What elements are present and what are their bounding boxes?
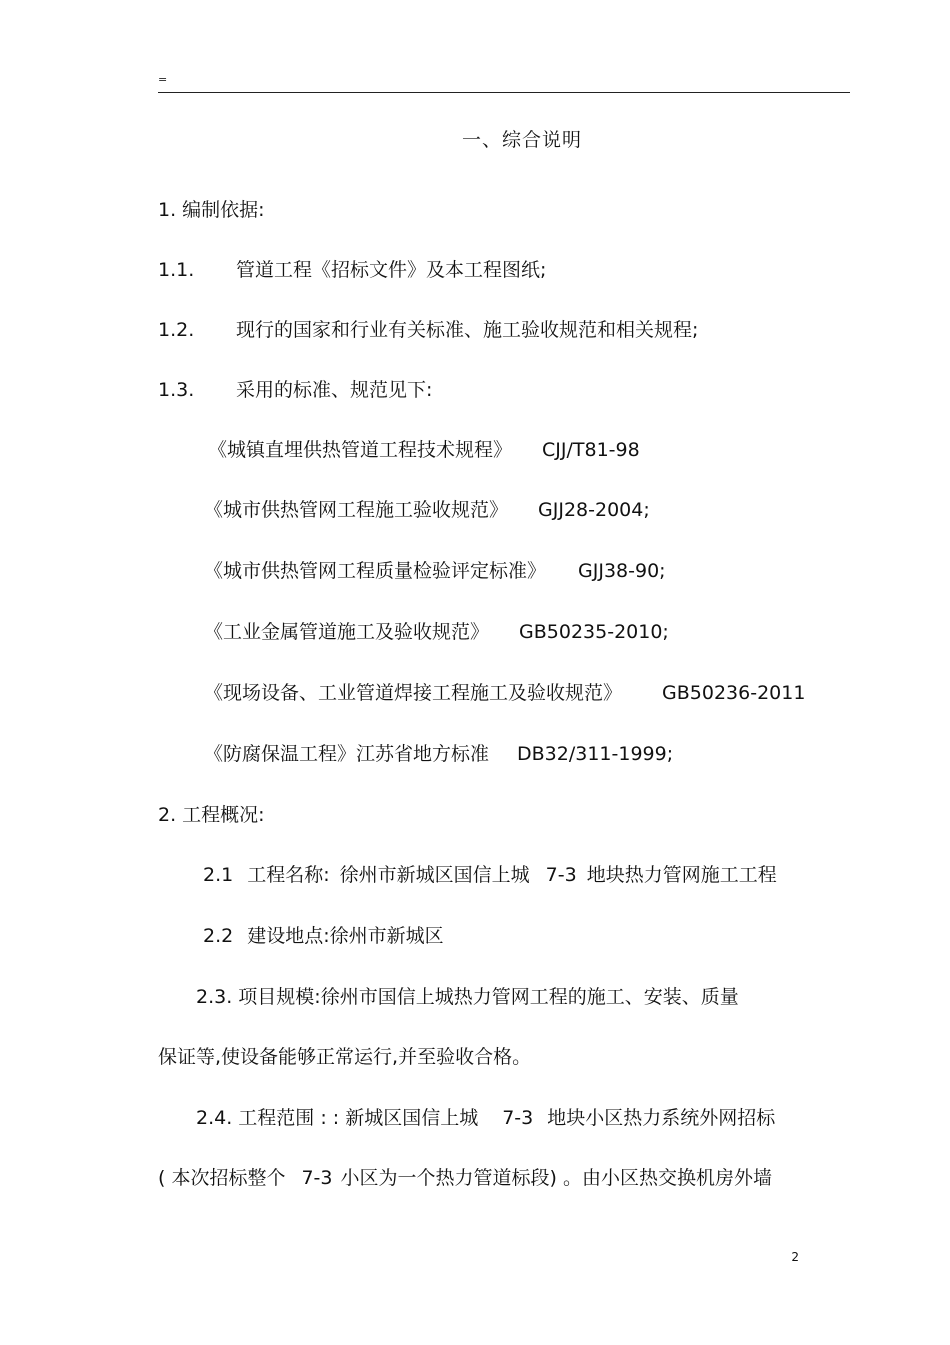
scope-text-rest: 地块小区热力系统外网招标: [547, 1107, 776, 1129]
standard-row: [204, 562, 666, 581]
plot-number: 7-3: [545, 864, 577, 886]
item-number: 2.2: [203, 925, 234, 947]
page-number: 2: [791, 1250, 799, 1264]
item-1-3: [158, 381, 432, 400]
item-text: 采用的标准、规范见下:: [236, 379, 433, 401]
scope-text: ( 本次招标整个: [158, 1167, 286, 1189]
standard-row: [204, 501, 650, 520]
item-text: 管道工程《招标文件》及本工程图纸;: [236, 259, 547, 281]
location-value: 徐州市新城区: [329, 925, 444, 947]
standard-name: 《现场设备、工业管道焊接工程施工及验收规范》: [204, 682, 623, 704]
item-label: 建设地点:: [247, 925, 330, 947]
item-2-1: [203, 866, 777, 885]
standard-code: GB50235-2010;: [519, 621, 669, 643]
project-name: 徐州市新城区国信上城: [339, 864, 530, 886]
project-name-rest: 地块热力管网施工工程: [586, 864, 777, 886]
section-title-text: 一、综合说明: [461, 129, 582, 151]
standard-row: [208, 441, 640, 460]
item-2-3-line2: 保证等,使设备能够正常运行,并至验收合格。: [158, 1046, 532, 1068]
item-2-4-line2: [158, 1169, 772, 1188]
standard-name: 《城市供热管网工程质量检验评定标准》: [204, 560, 547, 582]
section-title: [0, 131, 950, 150]
standard-name: 《防腐保温工程》江苏省地方标准: [204, 743, 490, 765]
standard-code: DB32/311-1999;: [517, 743, 674, 765]
standard-code: GJJ28-2004;: [538, 499, 650, 521]
item-number: 1.1.: [158, 259, 195, 281]
plot-number: 7-3: [502, 1107, 534, 1129]
standard-name: 《城市供热管网工程施工验收规范》: [204, 499, 509, 521]
scope-text: 2.4. 工程范围 : : 新城区国信上城: [196, 1107, 479, 1129]
standard-row: [204, 684, 805, 703]
item-label: 工程名称:: [247, 864, 330, 886]
standard-code: GJJ38-90;: [578, 560, 666, 582]
item-number: 2.1: [203, 864, 234, 886]
item-number: 1.3.: [158, 379, 195, 401]
item-2-2: [203, 927, 444, 946]
plot-number: 7-3: [301, 1167, 333, 1189]
standard-code: GB50236-2011: [662, 682, 806, 704]
item-text: 现行的国家和行业有关标准、施工验收规范和相关规程;: [236, 319, 699, 341]
scope-text-rest: 小区为一个热力管道标段) 。由小区热交换机房外墙: [340, 1167, 772, 1189]
header-mark: =: [158, 73, 168, 86]
item-1-2: [158, 321, 698, 340]
item-number: 1.2.: [158, 319, 195, 341]
item-1-1: [158, 261, 546, 280]
section1-heading: 1. 编制依据:: [158, 199, 265, 221]
standard-name: 《城镇直埋供热管道工程技术规程》: [208, 439, 513, 461]
section2-heading: 2. 工程概况:: [158, 804, 265, 826]
header-rule: [158, 92, 850, 93]
standard-row: [204, 745, 673, 764]
standard-code: CJJ/T81-98: [542, 439, 640, 461]
item-2-4-line1: [196, 1109, 775, 1128]
standard-row: [204, 623, 669, 642]
standard-name: 《工业金属管道施工及验收规范》: [204, 621, 490, 643]
item-2-3-line1: 2.3. 项目规模:徐州市国信上城热力管网工程的施工、安装、质量: [196, 986, 739, 1008]
